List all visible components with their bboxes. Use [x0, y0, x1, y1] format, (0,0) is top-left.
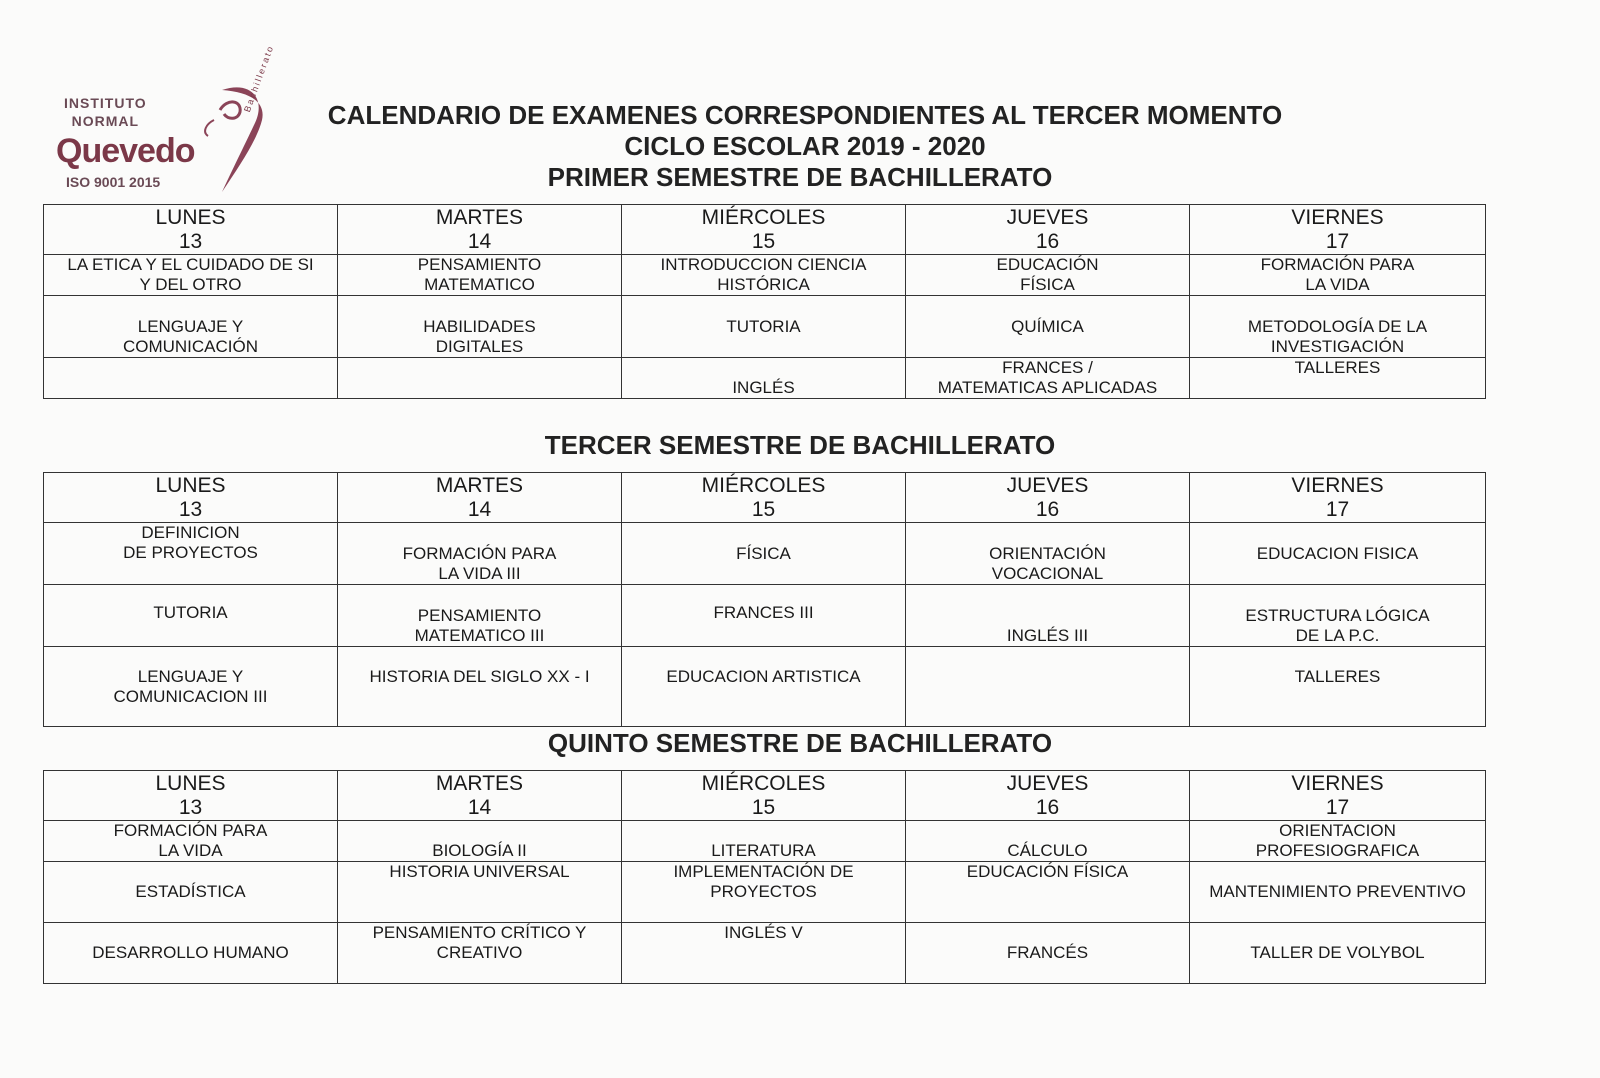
day-date: 15: [751, 795, 776, 819]
logo-line2: NORMAL: [71, 113, 140, 129]
exam-cell: ORIENTACION PROFESIOGRAFICA: [1190, 821, 1486, 862]
day-header: [906, 205, 1190, 255]
day-date: 16: [1035, 795, 1060, 819]
exam-cell: FORMACIÓN PARA LA VIDA III: [338, 523, 622, 585]
exam-cell: PENSAMIENTO MATEMATICO III: [338, 585, 622, 647]
day-header: [1190, 473, 1486, 523]
exam-cell: [906, 647, 1190, 727]
semester-title: PRIMER SEMESTRE DE BACHILLERATO: [547, 162, 1053, 192]
exam-cell: CÁLCULO: [906, 821, 1190, 862]
day-name: MARTES: [435, 205, 524, 229]
exam-cell: ESTRUCTURA LÓGICA DE LA P.C.: [1190, 585, 1486, 647]
day-name: MIÉRCOLES: [701, 771, 826, 795]
exam-cell: HISTORIA DEL SIGLO XX - I: [338, 647, 622, 727]
exam-cell: FRANCÉS: [906, 923, 1190, 984]
exam-cell: LENGUAJE Y COMUNICACION III: [44, 647, 338, 727]
day-header: [338, 771, 622, 821]
exam-cell: EDUCACIÓN FÍSICA: [906, 255, 1190, 296]
day-date: 17: [1325, 229, 1350, 253]
exam-cell: DESARROLLO HUMANO: [44, 923, 338, 984]
day-date: 16: [1035, 229, 1060, 253]
logo-brand: Quevedo: [56, 132, 195, 170]
exam-cell: PENSAMIENTO CRÍTICO Y CREATIVO: [338, 923, 622, 984]
exam-row: [44, 923, 1486, 984]
exam-cell: PENSAMIENTO MATEMATICO: [338, 255, 622, 296]
logo-iso: ISO 9001 2015: [66, 174, 161, 190]
schedule-table-quinto: [43, 770, 1486, 984]
day-date: 14: [467, 795, 492, 819]
exam-cell: ESTADÍSTICA: [44, 862, 338, 923]
exam-cell: [338, 358, 622, 399]
exam-row: [44, 358, 1486, 399]
exam-cell: HISTORIA UNIVERSAL: [338, 862, 622, 923]
day-name: LUNES: [155, 205, 226, 229]
day-header: [622, 473, 906, 523]
exam-cell: INGLÉS: [622, 358, 906, 399]
exam-cell: INTRODUCCION CIENCIA HISTÓRICA: [622, 255, 906, 296]
header-title: CALENDARIO DE EXAMENES CORRESPONDIENTES AL TERCER MOMENTO: [327, 100, 1283, 130]
semester-title: QUINTO SEMESTRE DE BACHILLERATO: [547, 728, 1053, 758]
exam-cell: TALLERES: [1190, 647, 1486, 727]
day-header-row: [44, 473, 1486, 523]
day-date: 14: [467, 497, 492, 521]
exam-cell: ORIENTACIÓN VOCACIONAL: [906, 523, 1190, 585]
exam-row: [44, 862, 1486, 923]
day-header: [338, 473, 622, 523]
exam-cell: EDUCACIÓN FÍSICA: [906, 862, 1190, 923]
day-name: VIERNES: [1291, 473, 1384, 497]
document-header: [260, 100, 1350, 162]
day-header: [1190, 771, 1486, 821]
day-name: JUEVES: [1006, 205, 1089, 229]
day-header-row: [44, 205, 1486, 255]
day-header: [44, 205, 338, 255]
exam-cell: FORMACIÓN PARA LA VIDA: [44, 821, 338, 862]
exam-cell: FÍSICA: [622, 523, 906, 585]
semester-title: TERCER SEMESTRE DE BACHILLERATO: [544, 430, 1056, 460]
exam-cell: FORMACIÓN PARA LA VIDA: [1190, 255, 1486, 296]
exam-cell: [44, 358, 338, 399]
logo-institute-text: [64, 94, 147, 130]
day-date: 17: [1325, 497, 1350, 521]
logo-line1: INSTITUTO: [64, 95, 147, 111]
day-name: MARTES: [435, 771, 524, 795]
day-name: MIÉRCOLES: [701, 205, 826, 229]
exam-row: [44, 296, 1486, 358]
day-header: [44, 771, 338, 821]
day-date: 17: [1325, 795, 1350, 819]
day-name: LUNES: [155, 473, 226, 497]
day-name: LUNES: [155, 771, 226, 795]
exam-row: [44, 523, 1486, 585]
day-date: 16: [1035, 497, 1060, 521]
day-date: 13: [178, 795, 203, 819]
exam-cell: IMPLEMENTACIÓN DE PROYECTOS: [622, 862, 906, 923]
exam-cell: TALLER DE VOLYBOL: [1190, 923, 1486, 984]
day-header: [906, 771, 1190, 821]
schedule-table-tercer: [43, 472, 1486, 727]
schedule-table-primer: [43, 204, 1486, 399]
day-header: [338, 205, 622, 255]
exam-cell: LENGUAJE Y COMUNICACIÓN: [44, 296, 338, 358]
day-header: [622, 771, 906, 821]
exam-cell: MANTENIMIENTO PREVENTIVO: [1190, 862, 1486, 923]
day-header: [1190, 205, 1486, 255]
day-date: 13: [178, 497, 203, 521]
exam-cell: METODOLOGÍA DE LA INVESTIGACIÓN: [1190, 296, 1486, 358]
exam-cell: HABILIDADES DIGITALES: [338, 296, 622, 358]
day-name: VIERNES: [1291, 205, 1384, 229]
exam-cell: EDUCACION FISICA: [1190, 523, 1486, 585]
day-name: JUEVES: [1006, 771, 1089, 795]
exam-cell: DEFINICION DE PROYECTOS: [44, 523, 338, 585]
exam-cell: TUTORIA: [44, 585, 338, 647]
exam-cell: EDUCACION ARTISTICA: [622, 647, 906, 727]
exam-cell: BIOLOGÍA II: [338, 821, 622, 862]
logo-vertical-text: Bachillerato: [242, 43, 276, 114]
day-name: JUEVES: [1006, 473, 1089, 497]
day-name: MIÉRCOLES: [701, 473, 826, 497]
day-date: 15: [751, 497, 776, 521]
exam-cell: INGLÉS V: [622, 923, 906, 984]
day-header: [44, 473, 338, 523]
exam-cell: LITERATURA: [622, 821, 906, 862]
day-name: VIERNES: [1291, 771, 1384, 795]
day-header: [906, 473, 1190, 523]
exam-cell: TUTORIA: [622, 296, 906, 358]
day-name: MARTES: [435, 473, 524, 497]
day-date: 15: [751, 229, 776, 253]
exam-cell: INGLÉS III: [906, 585, 1190, 647]
exam-cell: QUÍMICA: [906, 296, 1190, 358]
exam-row: [44, 255, 1486, 296]
exam-cell: TALLERES: [1190, 358, 1486, 399]
exam-row: [44, 647, 1486, 727]
day-date: 14: [467, 229, 492, 253]
exam-row: [44, 585, 1486, 647]
exam-cell: FRANCES / MATEMATICAS APLICADAS: [906, 358, 1190, 399]
day-header-row: [44, 771, 1486, 821]
day-date: 13: [178, 229, 203, 253]
exam-row: [44, 821, 1486, 862]
exam-cell: LA ETICA Y EL CUIDADO DE SI Y DEL OTRO: [44, 255, 338, 296]
header-cycle: CICLO ESCOLAR 2019 - 2020: [624, 131, 986, 161]
day-header: [622, 205, 906, 255]
exam-cell: FRANCES III: [622, 585, 906, 647]
